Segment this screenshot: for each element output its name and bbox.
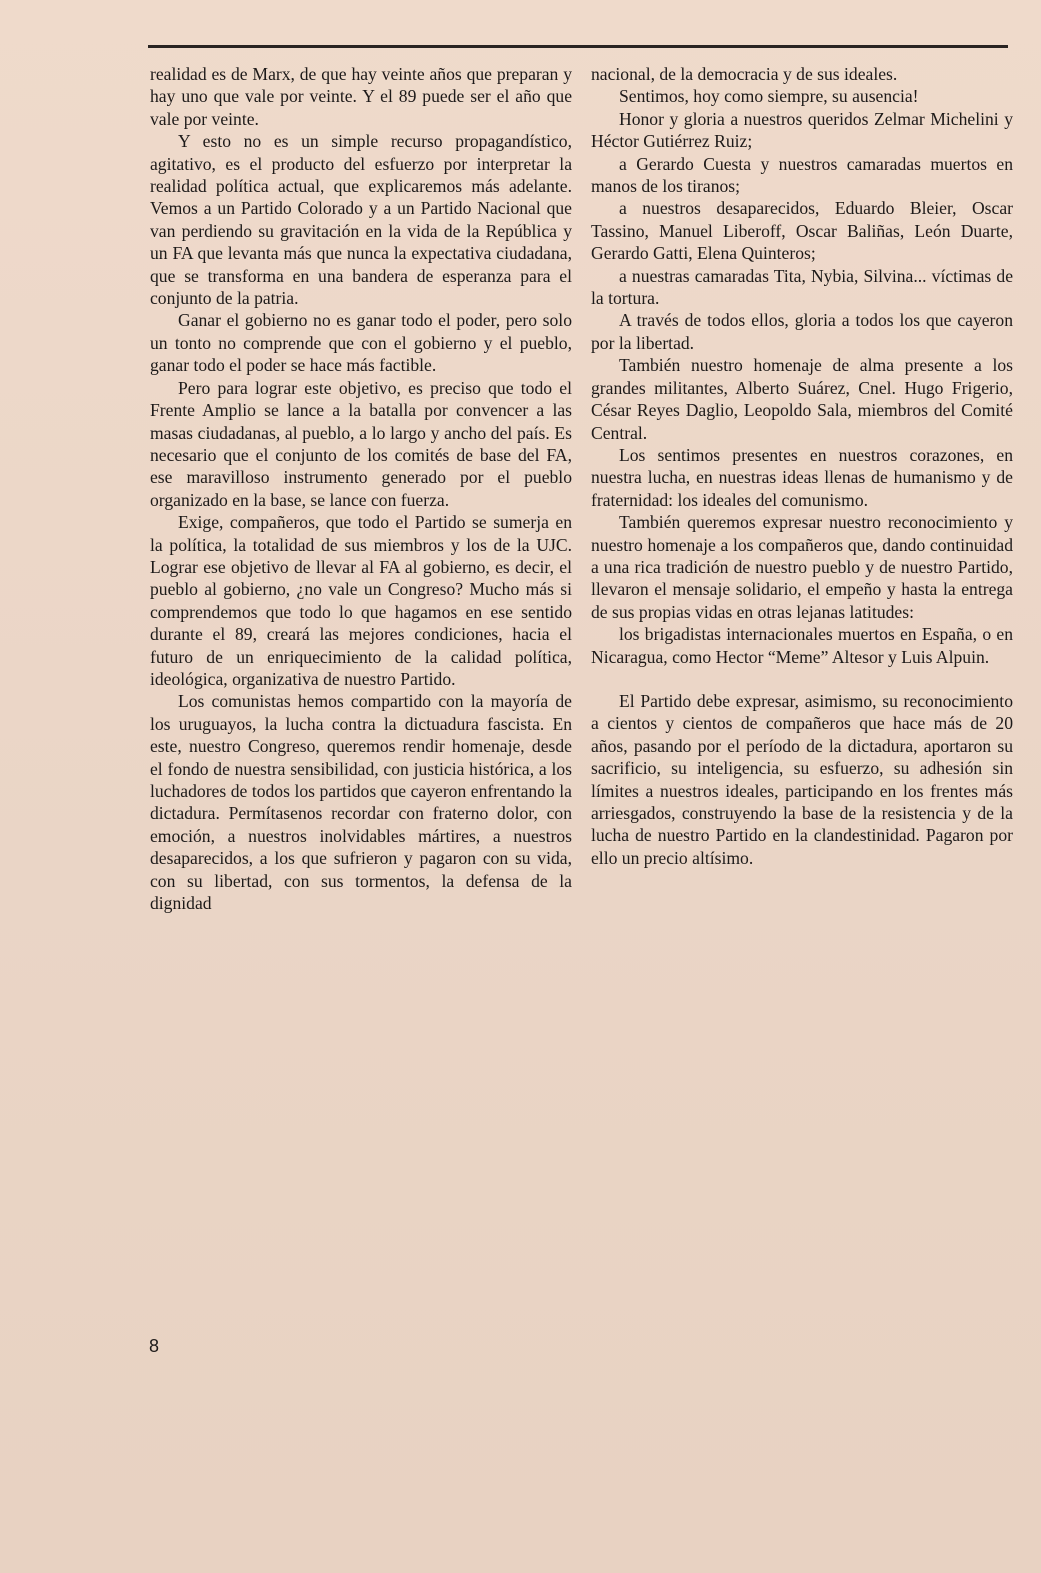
paragraph: También nuestro homenaje de alma presente a los grandes militantes, Alberto Suárez, Cnel. Hugo Frigerio, César Reyes Daglio, Leopoldo Sala, miembros del Comité Central. <box>591 355 1013 443</box>
header-rule <box>148 45 1008 48</box>
paragraph: Honor y gloria a nuestros queridos Zelmar Michelini y Héctor Gutiérrez Ruiz; <box>591 108 1013 152</box>
paragraph: A través de todos ellos, gloria a todos los que cayeron por la libertad. <box>591 310 1013 353</box>
right-column <box>591 63 1013 869</box>
paragraph: El Partido debe expresar, asimismo, su reconocimiento a cientos y cientos de compañeros que hace más de 20 años, pasando por el período de la dictadura, aportaron su sacrificio, su inteligencia, su esfuerzo, su adhesión sin límites a nuestros ideales, participando en los frentes más arriesgados, construyendo la base de la resistencia y de la lucha de nuestro Partido en la clandestinidad. Pagaron por ello un precio altísimo. <box>591 690 1013 868</box>
page-number: 8 <box>149 1336 160 1356</box>
paragraph: Los comunistas hemos compartido con la mayoría de los uruguayos, la lucha contra la dictuadura fascista. En este, nuestro Congreso, queremos rendir homenaje, desde el fondo de nuestra sensibilidad, con justicia histórica, a los luchadores de todos los partidos que cayeron enfrentando la dictadura. Permítasenos recordar con fraterno dolor, con emoción, a nuestros inolvidables mártires, a nuestros desaparecidos, a los que sufrieron y pagaron con su vida, con su libertad, con sus tormentos, la defensa de la dignidad <box>150 691 572 914</box>
paragraph: los brigadistas internacionales muertos en España, o en Nicaragua, como Hector “Meme” Altesor y Luis Alpuin. <box>591 624 1013 667</box>
paragraph: a nuestros desaparecidos, Eduardo Bleier, Oscar Tassino, Manuel Liberoff, Oscar Baliñas, León Duarte, Gerardo Gatti, Elena Quinteros; <box>591 198 1013 264</box>
paragraph: Exige, compañeros, que todo el Partido se sumerja en la política, la totalidad de sus miembros y los de la UJC. Lograr ese objetivo de llevar al FA al gobierno, es decir, el pueblo al gobierno, ¿no vale un Congreso? Mucho más si comprendemos que todo lo que hagamos en ese sentido durante el 89, creará las mejores condiciones, hacia el futuro de un enriquecimiento de la calidad política, ideológica, organizativa de nuestro Partido. <box>150 512 572 689</box>
left-column <box>150 63 572 914</box>
paragraph: a nuestras camaradas Tita, Nybia, Silvina... víctimas de la tortura. <box>591 265 1013 309</box>
paragraph: Pero para lograr este objetivo, es preciso que todo el Frente Amplio se lance a la batalla por convencer a las masas ciudadanas, al pueblo, a lo largo y ancho del país. Es necesario que el conjunto de los comités de base del FA, ese maravilloso instrumento generado por el pueblo organizado en la base, se lance con fuerza. <box>150 377 572 510</box>
paragraph: También queremos expresar nuestro reconocimiento y nuestro homenaje a los compañeros que, dando continuidad a una rica tradición de nuestro pueblo y de nuestro Partido, llevaron el mensaje solidario, el empeño y hasta la entrega de sus propias vidas en otras lejanas latitudes: <box>591 512 1013 622</box>
paragraph: nacional, de la democracia y de sus ideales. <box>591 64 898 84</box>
paragraph: a Gerardo Cuesta y nuestros camaradas muertos en manos de los tiranos; <box>591 153 1013 197</box>
paragraph: Y esto no es un simple recurso propagandístico, agitativo, es el producto del esfuerzo por interpretar la realidad política actual, que explicaremos más adelante. Vemos a un Partido Colorado y a un Partido Nacional que van perdiendo su gravitación en la vida de la República y un FA que levanta más que nunca la expectativa ciudadana, que se transforma en una bandera de esperanza para el conjunto de la patria. <box>150 131 572 309</box>
paragraph: Sentimos, hoy como siempre, su ausencia! <box>619 86 919 107</box>
paragraph: Los sentimos presentes en nuestros corazones, en nuestra lucha, en nuestras ideas llenas de humanismo y de fraternidad: los ideales del comunismo. <box>591 444 1013 510</box>
paragraph: realidad es de Marx, de que hay veinte años que preparan y hay uno que vale por veinte. Y el 89 puede ser el año que vale por veinte. <box>150 64 572 129</box>
paragraph: Ganar el gobierno no es ganar todo el poder, pero solo un tonto no comprende que con el gobierno y el pueblo, ganar todo el poder se hace más factible. <box>150 310 572 376</box>
